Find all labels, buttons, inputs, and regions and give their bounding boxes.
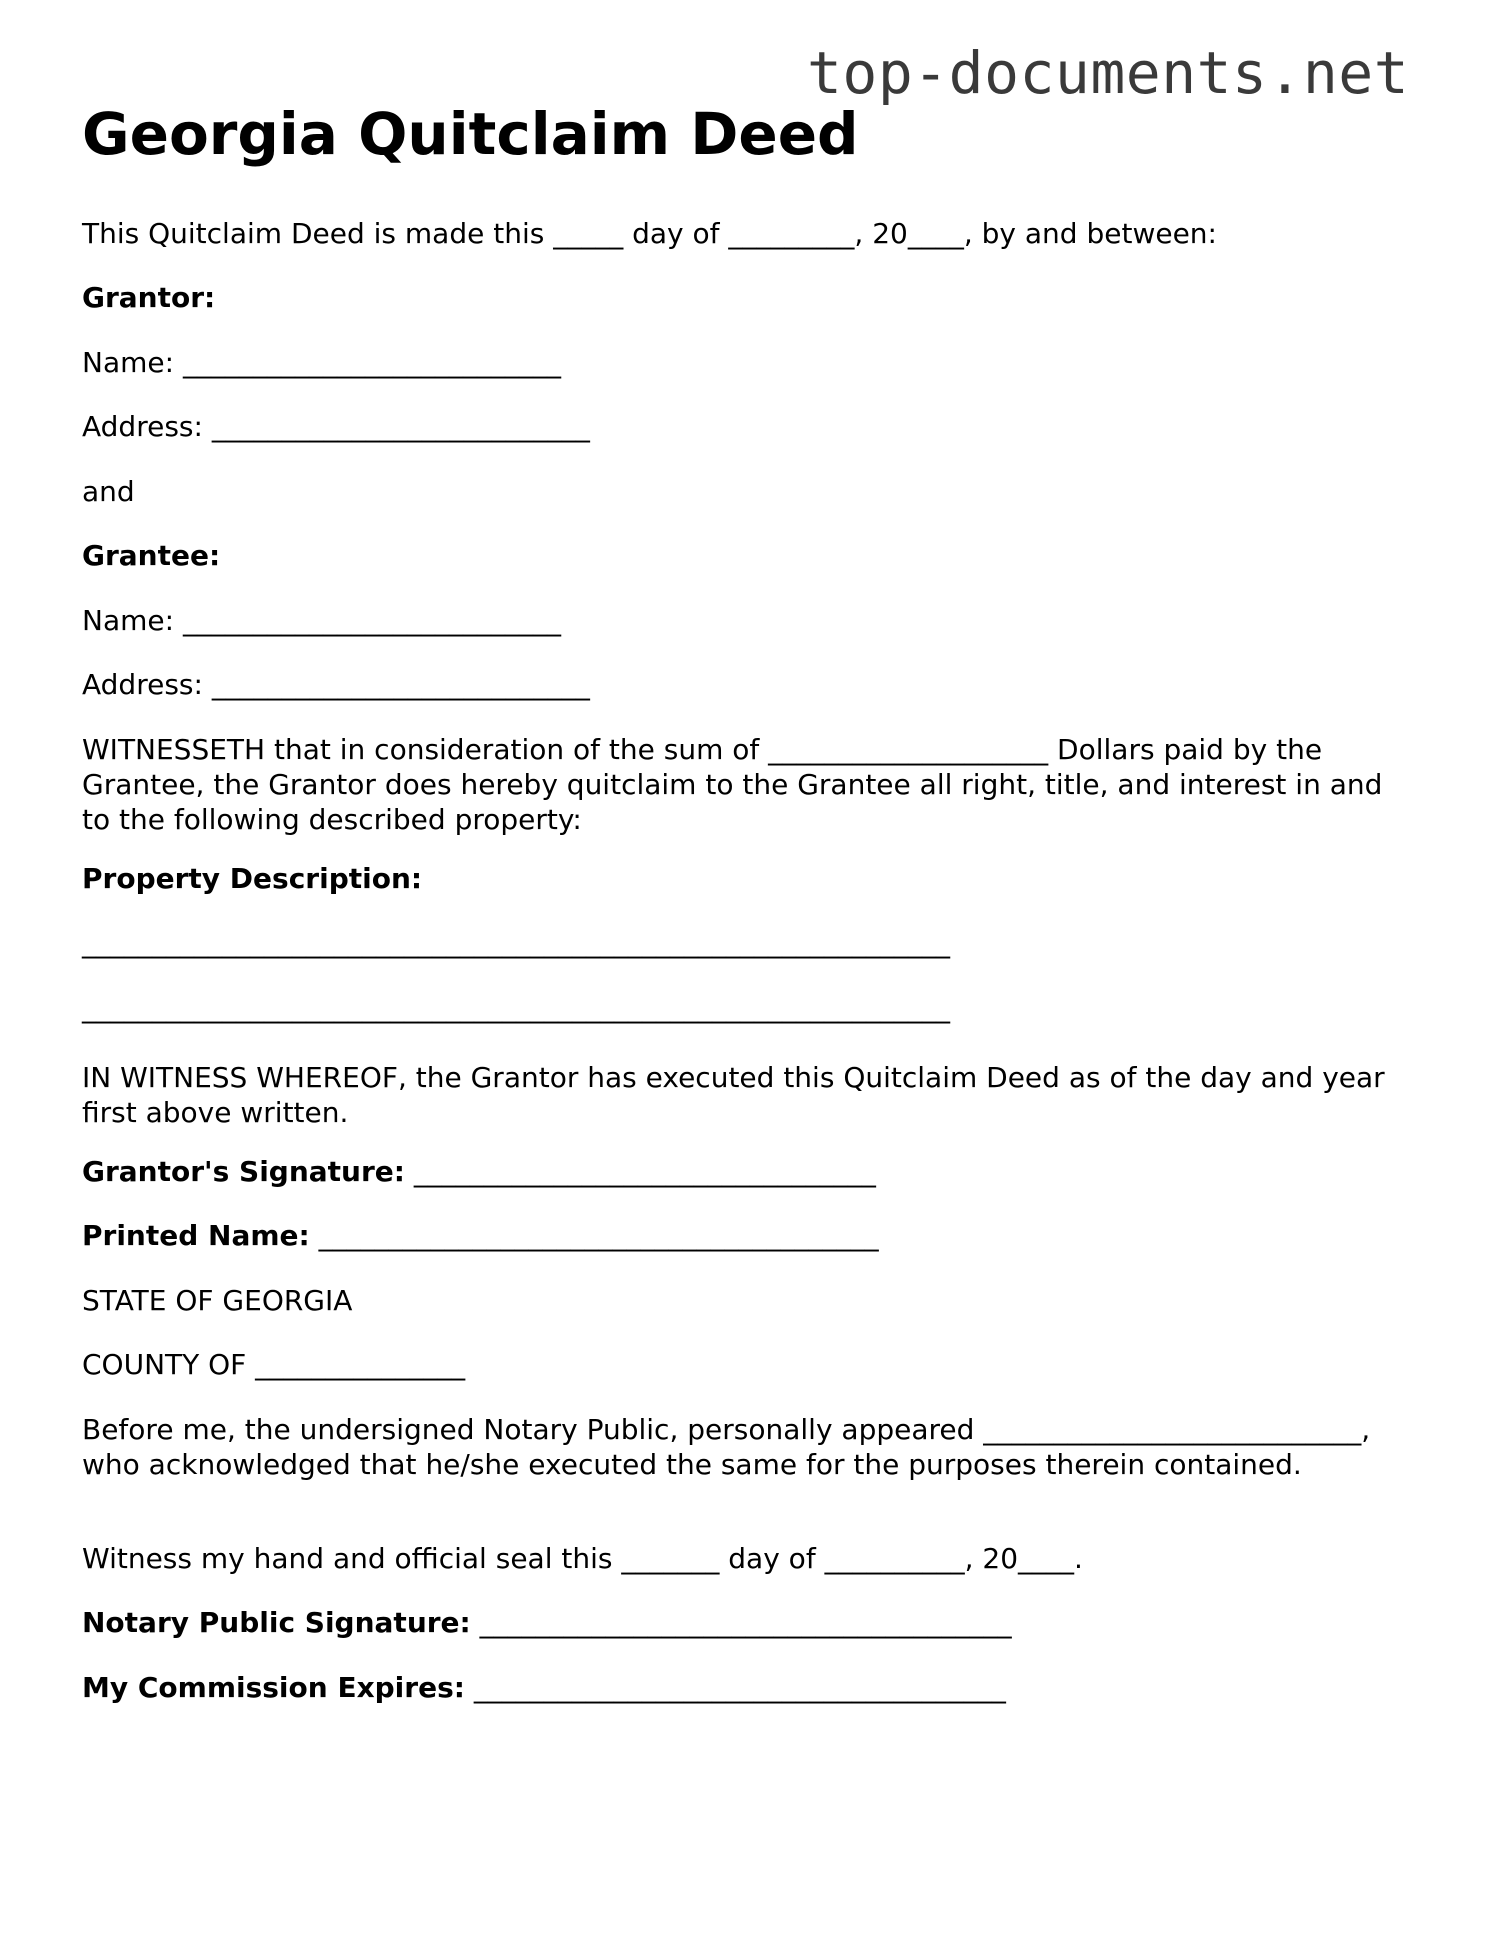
commission-expires-line xyxy=(82,1670,1006,1705)
notary-paragraph: Before me, the undersigned Notary Public, personally appeared ___________________________, who acknowledged that he/she executed the same for the purposes therein contained. xyxy=(82,1413,1371,1481)
in-witness-paragraph: IN WITNESS WHEREOF, the Grantor has executed this Quitclaim Deed as of the day and year first above written. xyxy=(82,1061,1385,1129)
printed-name-blank: ________________________________________ xyxy=(309,1219,879,1252)
grantee-address-field: Address: ___________________________ xyxy=(82,668,590,701)
grantor-signature-blank: _________________________________ xyxy=(404,1155,876,1188)
document-body xyxy=(82,100,1402,1704)
grantor-signature-label: Grantor's Signature: xyxy=(82,1155,405,1188)
grantor-signature-line xyxy=(82,1154,876,1189)
grantor-heading: Grantor: xyxy=(82,281,216,314)
grantee-heading: Grantee: xyxy=(82,539,221,572)
property-line-1: ______________________________________________________________ xyxy=(82,926,950,959)
notary-signature-label: Notary Public Signature: xyxy=(82,1606,471,1639)
notary-signature-blank: ______________________________________ xyxy=(470,1606,1012,1639)
commission-expires-blank: ______________________________________ xyxy=(464,1671,1006,1704)
property-line-2: ______________________________________________________________ xyxy=(82,991,950,1024)
property-description-heading: Property Description: xyxy=(82,862,423,895)
watermark: top-documents.net xyxy=(807,39,1410,107)
page-title: Georgia Quitclaim Deed xyxy=(82,100,859,168)
witness-seal-text: Witness my hand and official seal this _______ day of __________, 20____. xyxy=(82,1542,1083,1575)
grantor-name-field: Name: ___________________________ xyxy=(82,346,561,379)
printed-name-label: Printed Name: xyxy=(82,1219,310,1252)
state-text: STATE OF GEORGIA xyxy=(82,1284,353,1317)
grantor-address-field: Address: ___________________________ xyxy=(82,410,590,443)
notary-signature-line xyxy=(82,1605,1012,1640)
witnesseth-paragraph: WITNESSETH that in consideration of the sum of ____________________ Dollars paid by the Grantee, the Grantor does hereby quitclaim to the Grantee all right, title, and interest in and to the following described property: xyxy=(82,733,1383,836)
intro-text: This Quitclaim Deed is made this _____ day of _________, 20____, by and between: xyxy=(82,217,1217,250)
and-text: and xyxy=(82,475,135,508)
commission-expires-label: My Commission Expires: xyxy=(82,1671,465,1704)
grantee-name-field: Name: ___________________________ xyxy=(82,604,561,637)
printed-name-line xyxy=(82,1218,879,1253)
county-text: COUNTY OF _______________ xyxy=(82,1348,466,1381)
